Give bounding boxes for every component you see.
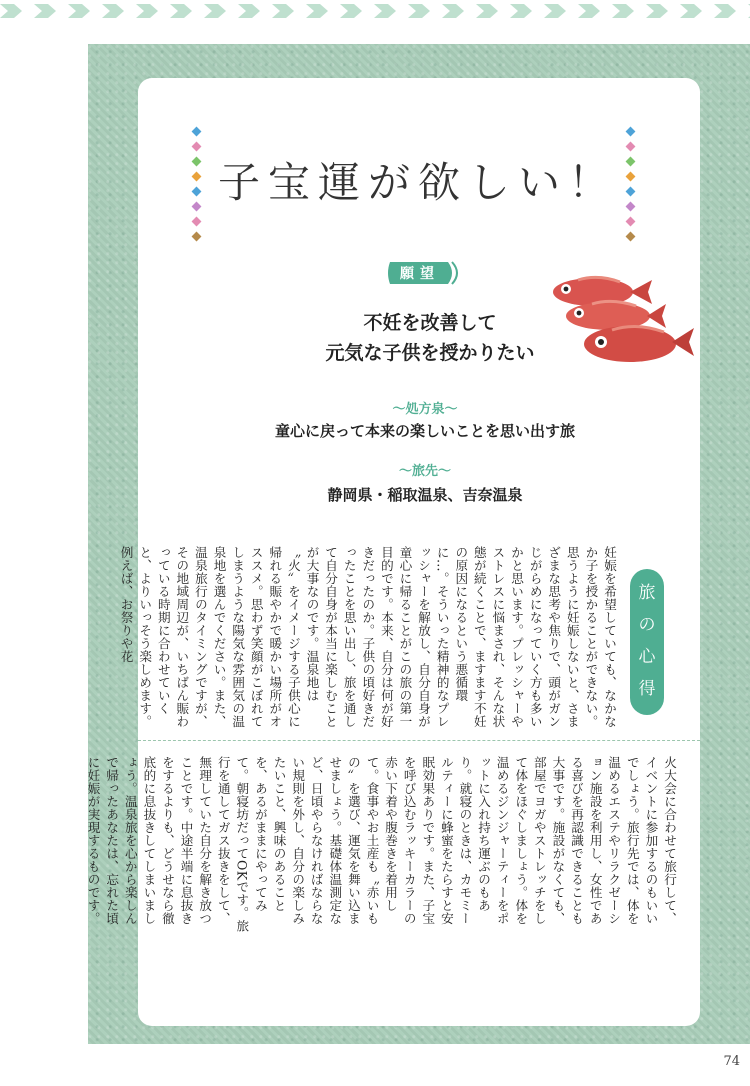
chevron-ornament [102,4,124,18]
chevron-ornament [306,4,328,18]
chevron-ornament [408,4,430,18]
travel-tips-char-2: の [638,615,656,635]
chevron-ornament [612,4,634,18]
destination-label: ～旅先～ [398,464,451,479]
diamond-ornament [625,157,635,167]
chevron-ornament [374,4,396,18]
diamond-ornament [191,202,201,212]
diamond-ornament [625,217,635,227]
fish-2 [566,301,666,330]
chevron-ornament [646,4,668,18]
diamond-ornament [191,187,201,197]
chevron-ornament [442,4,464,18]
chevron-ornament [544,4,566,18]
diamond-ornament [625,232,635,242]
prescription-text: 童心に戻って本来の楽しいことを思い出す旅 [274,422,575,440]
diamond-ornament [191,217,201,227]
wish-line-1: 不妊を改善して [363,312,497,334]
chevron-ornament [714,4,736,18]
diamond-ornament [191,127,201,137]
page-title: 子宝運が欲しい！ [218,158,619,207]
diamond-ornament [625,202,635,212]
diamond-ornament [191,157,201,167]
diamond-ornament [191,142,201,152]
diamond-ornament [625,187,635,197]
chevron-ornament [272,4,294,18]
body-text-lower: 火大会に合わせて旅行して、イベントに参加するのもいいでしょう。旅行先では、体を温めるエステやリラクゼーション施設を利用し、女性である喜びを再認識できることも大事です。施設がなくても、部屋でヨガやストレッチをして体をほぐしましょう。体を温めるジンジャーティーをポットに入れ持ち運ぶのもあり。就寝のときは、カモミールティーに蜂蜜をたらすと安眠効果ありです。また、子宝を呼び込むラッキーカラーの赤い下着や腹巻きを着用して。食事やお土産も〝赤いもの〟を選び、運気を舞い込ませましょう。基礎体温測定など、日頃やらなければならない規則を外し、自分の楽しみたいこと、興味のあることを、あるがままにやってみて。朝寝坊だってOKです。旅行を通してガス抜きをして、無理していた自分を解き放つことです。中途半端に息抜きをするよりも、どうせなら徹底的に息抜きしてしまいましょう。温泉旅を心から楽しんで帰ったあなたは、忘れた頃に妊娠が実現するものです。 [85,756,677,933]
red-fish-illustration [548,272,698,372]
chevron-ornament [238,4,260,18]
left-diamond-column [190,128,202,248]
travel-tips-char-4: 得 [638,679,656,699]
chevron-ornament [510,4,532,18]
chevron-ornament [680,4,702,18]
wish-heading [300,308,560,368]
body-text-upper: 妊娠を希望していても、なかなか子を授かることができない。思うように妊娠しないと、さまざまな思考や焦りで、頭がガンじがらめになっていく方も多いかと思います。プレッシャーやストレスに悩まされ、そんな状態が続くことで、ますます不妊の原因になるという悪循環に…。そういった精神的なプレッシャーを解放し、自分自身が童心に帰ることがこの旅の第一目的です。本来、自分は何が好きだったのか。子供の頃好きだったことを思い出し、旅を通して自分自身が本当に楽しむことが大事なのです。温泉地は〝火〟をイメージする子供心に帰れる賑やかで暖かい場所がオススメ。思わず笑顔がこぼれてしまうような陽気な雰囲気の温泉地を選んでください。また、温泉旅行のタイミングですが、その地域周辺が、いちばん賑わっている時期に合わせていくと、よりいっそう楽しめます。例えば、お祭りや花 [118,546,617,728]
chevron-ornament [68,4,90,18]
destination-text: 静岡県・稲取温泉、吉奈温泉 [327,486,523,504]
right-diamond-column [624,128,636,248]
wish-badge-label: 願望 [400,266,440,282]
chevron-ornament [204,4,226,18]
diamond-ornament [625,142,635,152]
diamond-ornament [625,127,635,137]
chevron-ornament [170,4,192,18]
chevron-ornament [0,4,22,18]
section-divider [138,740,700,741]
chevron-ornament [136,4,158,18]
travel-tips-char-3: 心 [638,647,656,667]
diamond-ornament [625,172,635,182]
diamond-ornament [191,172,201,182]
chevron-ornament [340,4,362,18]
chevron-ornament [34,4,56,18]
chevron-ornament [476,4,498,18]
top-chevron-border [0,0,750,22]
wish-line-2: 元気な子供を授かりたい [325,342,535,364]
page-number: 74 [723,1054,740,1069]
prescription-label: ～処方泉～ [392,402,458,417]
diamond-ornament [191,232,201,242]
fish-3 [584,326,694,362]
travel-tips-char-1: 旅 [638,583,656,603]
chevron-ornament [578,4,600,18]
